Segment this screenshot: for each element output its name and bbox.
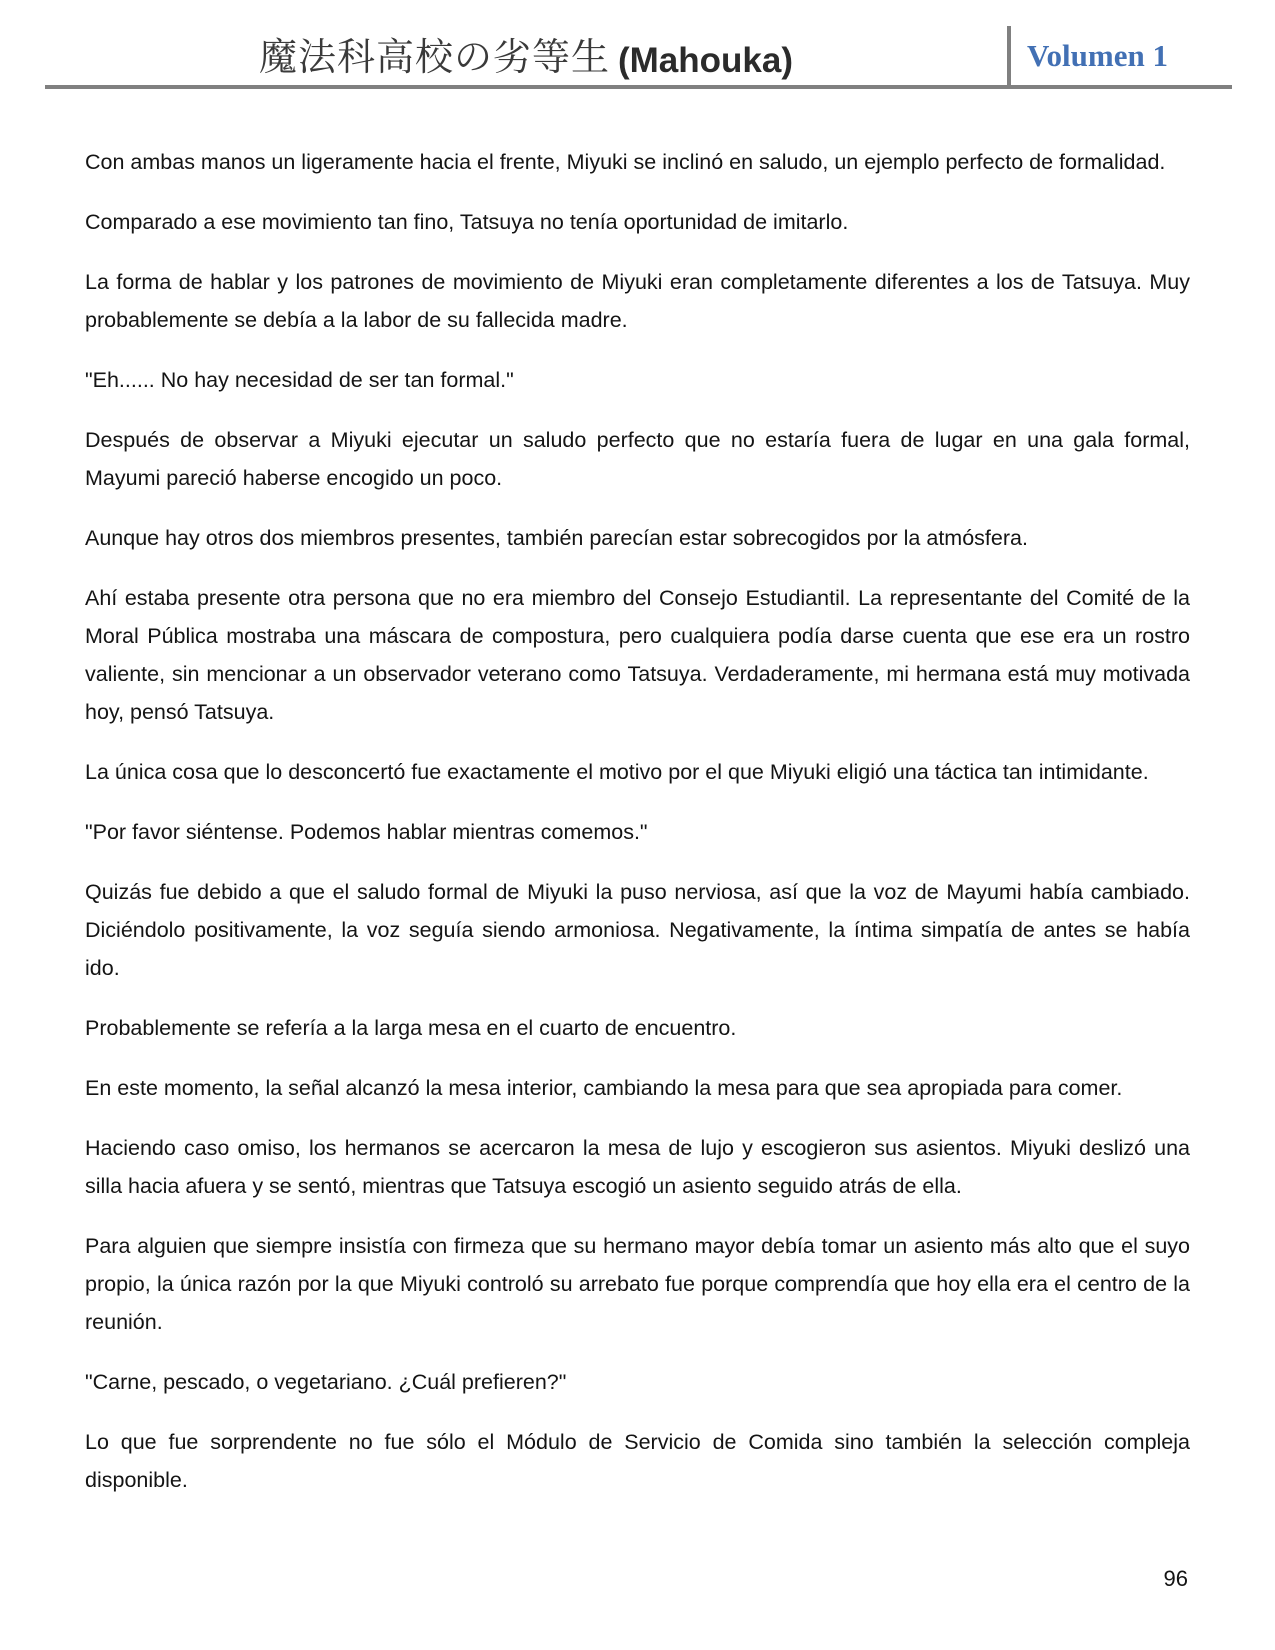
page-header (45, 0, 1232, 89)
paragraph: Después de observar a Miyuki ejecutar un saludo perfecto que no estaría fuera de lugar en una gala formal, Mayumi pareció haberse encogido un poco. (85, 428, 1190, 490)
paragraph: La única cosa que lo desconcertó fue exactamente el motivo por el que Miyuki eligió una táctica tan intimidante. (85, 760, 1149, 784)
paragraph-dialogue: "Eh...... No hay necesidad de ser tan formal." (85, 368, 514, 392)
header-volume-area (1007, 26, 1232, 85)
volume-label: Volumen 1 (1027, 37, 1168, 73)
paragraph-dialogue: "Carne, pescado, o vegetariano. ¿Cuál prefieren?" (85, 1370, 567, 1394)
paragraph: La forma de hablar y los patrones de movimiento de Miyuki eran completamente diferentes a los de Tatsuya. Muy probablemente se debía a la labor de su fallecida madre. (85, 270, 1190, 332)
paragraph: Haciendo caso omiso, los hermanos se acercaron la mesa de lujo y escogieron sus asientos. Miyuki deslizó una silla hacia afuera y se sentó, mientras que Tatsuya escogió un asiento seguido atrás de ella. (85, 1136, 1190, 1198)
page-number: 96 (1163, 1566, 1188, 1591)
paragraph-dialogue: "Por favor siéntense. Podemos hablar mientras comemos." (85, 820, 648, 844)
paragraph: Ahí estaba presente otra persona que no era miembro del Consejo Estudiantil. La representante del Comité de la Moral Pública mostraba una máscara de compostura, pero cualquiera podía darse cuenta que ese era un rostro valiente, sin mencionar a un observador veterano como Tatsuya. Verdaderamente, mi hermana está muy motivada hoy, pensó Tatsuya. (85, 586, 1190, 724)
paragraph: Comparado a ese movimiento tan fino, Tatsuya no tenía oportunidad de imitarlo. (85, 210, 849, 234)
paragraph: Aunque hay otros dos miembros presentes, también parecían estar sobrecogidos por la atmósfera. (85, 526, 1028, 550)
paragraph: Probablemente se refería a la larga mesa en el cuarto de encuentro. (85, 1016, 737, 1040)
paragraph: Para alguien que siempre insistía con firmeza que su hermano mayor debía tomar un asiento más alto que el suyo propio, la única razón por la que Miyuki controló su arrebato fue porque comprendía que hoy ella era el centro de la reunión. (85, 1234, 1190, 1334)
series-title-romanized: (Mahouka) (618, 41, 793, 80)
paragraph: Con ambas manos un ligeramente hacia el frente, Miyuki se inclinó en saludo, un ejemplo perfecto de formalidad. (85, 150, 1166, 174)
paragraph: Quizás fue debido a que el saludo formal de Miyuki la puso nerviosa, así que la voz de Mayumi había cambiado. Diciéndolo positivamente, la voz seguía siendo armoniosa. Negativamente, la íntima simpatía de antes se había ido. (85, 880, 1190, 980)
series-title-japanese: 魔法科高校の劣等生 (258, 35, 610, 79)
paragraph: En este momento, la señal alcanzó la mesa interior, cambiando la mesa para que sea apropiada para comer. (85, 1076, 1123, 1100)
header-title-area (45, 26, 1007, 85)
body-text (0, 89, 1275, 1499)
paragraph: Lo que fue sorprendente no fue sólo el Módulo de Servicio de Comida sino también la selección compleja disponible. (85, 1430, 1190, 1492)
